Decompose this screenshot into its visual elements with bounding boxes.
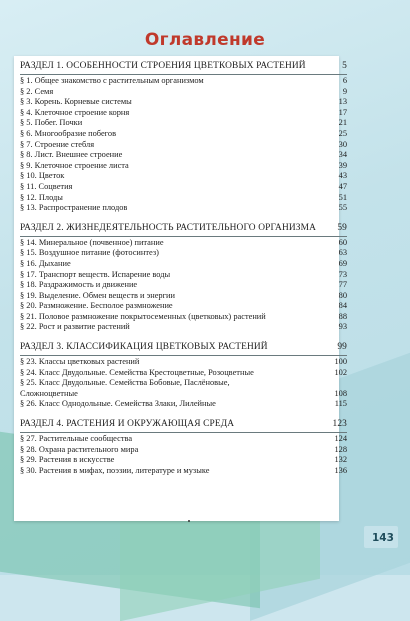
entry-page: 25 xyxy=(338,128,347,138)
section-title: РАЗДЕЛ 4. РАСТЕНИЯ И ОКРУЖАЮЩАЯ СРЕДА xyxy=(20,419,235,430)
entry-title: § 12. Плоды xyxy=(20,192,63,202)
section-heading[interactable] xyxy=(20,223,347,234)
divider xyxy=(20,355,347,356)
entry-title: § 15. Воздушное питание (фотосинтез) xyxy=(20,248,159,258)
toc-entry[interactable] xyxy=(20,161,347,172)
entry-title: § 20. Размножение. Бесполое размножение xyxy=(20,301,173,311)
toc-entry[interactable] xyxy=(20,193,347,204)
section-heading[interactable] xyxy=(20,61,347,72)
entry-page: 124 xyxy=(334,434,347,444)
entry-page: 73 xyxy=(338,269,347,279)
entry-page: 100 xyxy=(334,357,347,367)
entry-title: § 21. Половое размножение покрытосеменных (цветковых) растений xyxy=(20,311,266,321)
entry-page: 84 xyxy=(338,301,347,311)
entry-title: § 11. Соцветия xyxy=(20,181,73,191)
toc-entry[interactable] xyxy=(20,280,347,291)
toc-entry[interactable] xyxy=(20,466,347,477)
entry-page: 108 xyxy=(334,388,347,398)
entry-title: § 8. Лист. Внешнее строение xyxy=(20,150,123,160)
entry-title: § 5. Побег. Почки xyxy=(20,118,83,128)
entry-page: 13 xyxy=(338,97,347,107)
entry-page: 34 xyxy=(338,150,347,160)
entry-title: § 14. Минеральное (почвенное) питание xyxy=(20,237,164,247)
section-page: 5 xyxy=(342,61,347,71)
entry-title: § 29. Растения в искусстве xyxy=(20,455,115,465)
toc-entry[interactable] xyxy=(20,291,347,302)
divider xyxy=(20,74,347,75)
toc-entry[interactable] xyxy=(20,378,347,389)
toc-entry[interactable] xyxy=(20,312,347,323)
entry-page: 69 xyxy=(338,258,347,268)
entry-title: § 2. Семя xyxy=(20,86,54,96)
toc-entry[interactable] xyxy=(20,140,347,151)
page-dot xyxy=(188,520,190,522)
entry-title: § 25. Класс Двудольные. Семейства Бобовые, Паслёновые, xyxy=(20,378,230,388)
table-of-contents xyxy=(20,61,347,485)
toc-entry[interactable] xyxy=(20,87,347,98)
entry-page: 51 xyxy=(338,192,347,202)
toc-entry[interactable] xyxy=(20,399,347,410)
entry-title: § 27. Растительные сообщества xyxy=(20,434,133,444)
entry-title: § 30. Растения в мифах, поэзии, литературе и музыке xyxy=(20,465,210,475)
toc-entry[interactable] xyxy=(20,270,347,281)
entry-page: 21 xyxy=(338,118,347,128)
entry-title: § 10. Цветок xyxy=(20,171,65,181)
entry-title: § 26. Класс Однодольные. Семейства Злаки, Лилейные xyxy=(20,399,216,409)
entry-page: 136 xyxy=(334,465,347,475)
section-title: РАЗДЕЛ 3. КЛАССИФИКАЦИЯ ЦВЕТКОВЫХ РАСТЕНИЙ xyxy=(20,342,268,353)
page-number: 143 xyxy=(372,532,394,544)
divider xyxy=(20,236,347,237)
toc-entry[interactable] xyxy=(20,118,347,129)
toc-entry[interactable] xyxy=(20,97,347,108)
entry-page: 55 xyxy=(338,203,347,213)
toc-entry[interactable] xyxy=(20,389,347,400)
entry-page: 17 xyxy=(338,107,347,117)
toc-entry[interactable] xyxy=(20,301,347,312)
entry-page: 93 xyxy=(338,322,347,332)
toc-section xyxy=(20,61,347,214)
entry-page: 115 xyxy=(334,399,347,409)
section-page: 59 xyxy=(337,222,347,233)
entry-title: § 22. Рост и развитие растений xyxy=(20,322,130,332)
section-page: 123 xyxy=(332,419,347,430)
toc-section xyxy=(20,223,347,333)
entry-page: 6 xyxy=(342,76,347,85)
entry-title: § 13. Распространение плодов xyxy=(20,203,128,213)
entry-page: 88 xyxy=(338,311,347,321)
entry-page: 128 xyxy=(334,444,347,454)
entry-title: § 17. Транспорт веществ. Испарение воды xyxy=(20,269,171,279)
toc-entry[interactable] xyxy=(20,368,347,379)
toc-section xyxy=(20,342,347,410)
entry-page: 63 xyxy=(338,248,347,258)
entry-title: § 9. Клеточное строение листа xyxy=(20,160,129,170)
section-page: 99 xyxy=(337,342,347,353)
section-heading[interactable] xyxy=(20,342,347,353)
toc-entry[interactable] xyxy=(20,455,347,466)
section-heading[interactable] xyxy=(20,419,347,430)
entry-title: § 4. Клеточное строение корня xyxy=(20,107,130,117)
section-title: РАЗДЕЛ 1. ОСОБЕННОСТИ СТРОЕНИЯ ЦВЕТКОВЫХ РАСТЕНИЙ xyxy=(20,61,306,71)
entry-page: 30 xyxy=(338,139,347,149)
entry-title: § 18. Раздражимость и движение xyxy=(20,280,138,290)
toc-entry[interactable] xyxy=(20,434,347,445)
toc-entry[interactable] xyxy=(20,150,347,161)
toc-entry[interactable] xyxy=(20,129,347,140)
section-title: РАЗДЕЛ 2. ЖИЗНЕДЕЯТЕЛЬНОСТЬ РАСТИТЕЛЬНОГО ОРГАНИЗМА xyxy=(20,222,317,233)
toc-entry[interactable] xyxy=(20,357,347,368)
page-title: Оглавление xyxy=(144,30,266,50)
toc-entry[interactable] xyxy=(20,238,347,249)
entry-title: § 1. Общее знакомство с растительным организмом xyxy=(20,76,204,85)
toc-section xyxy=(20,419,347,476)
entry-title: Сложноцветные xyxy=(20,388,78,398)
toc-entry[interactable] xyxy=(20,259,347,270)
entry-page: 9 xyxy=(342,86,347,96)
entry-title: § 28. Охрана растительного мира xyxy=(20,444,139,454)
entry-page: 60 xyxy=(338,237,347,247)
entry-page: 47 xyxy=(338,181,347,191)
toc-entry[interactable] xyxy=(20,182,347,193)
entry-page xyxy=(325,378,347,389)
entry-page: 43 xyxy=(338,171,347,181)
entry-title: § 3. Корень. Корневые системы xyxy=(20,97,132,107)
entry-title: § 23. Классы цветковых растений xyxy=(20,357,140,367)
divider xyxy=(20,432,347,433)
toc-entry[interactable] xyxy=(20,203,347,214)
entry-page: 80 xyxy=(338,290,347,300)
toc-entry[interactable] xyxy=(20,171,347,182)
toc-entry[interactable] xyxy=(20,248,347,259)
toc-entry[interactable] xyxy=(20,445,347,456)
toc-entry[interactable] xyxy=(20,108,347,119)
entry-title: § 19. Выделение. Обмен веществ и энергии xyxy=(20,290,175,300)
entry-page: 39 xyxy=(338,160,347,170)
entry-page: 102 xyxy=(334,367,347,377)
entry-title: § 6. Многообразие побегов xyxy=(20,128,117,138)
entry-title: § 24. Класс Двудольные. Семейства Крестоцветные, Розоцветные xyxy=(20,367,254,377)
entry-title: § 7. Строение стебля xyxy=(20,139,95,149)
entry-title: § 16. Дыхание xyxy=(20,258,71,268)
entry-page: 132 xyxy=(334,455,347,465)
toc-entry[interactable] xyxy=(20,76,347,87)
toc-entry[interactable] xyxy=(20,322,347,333)
entry-page: 77 xyxy=(338,280,347,290)
